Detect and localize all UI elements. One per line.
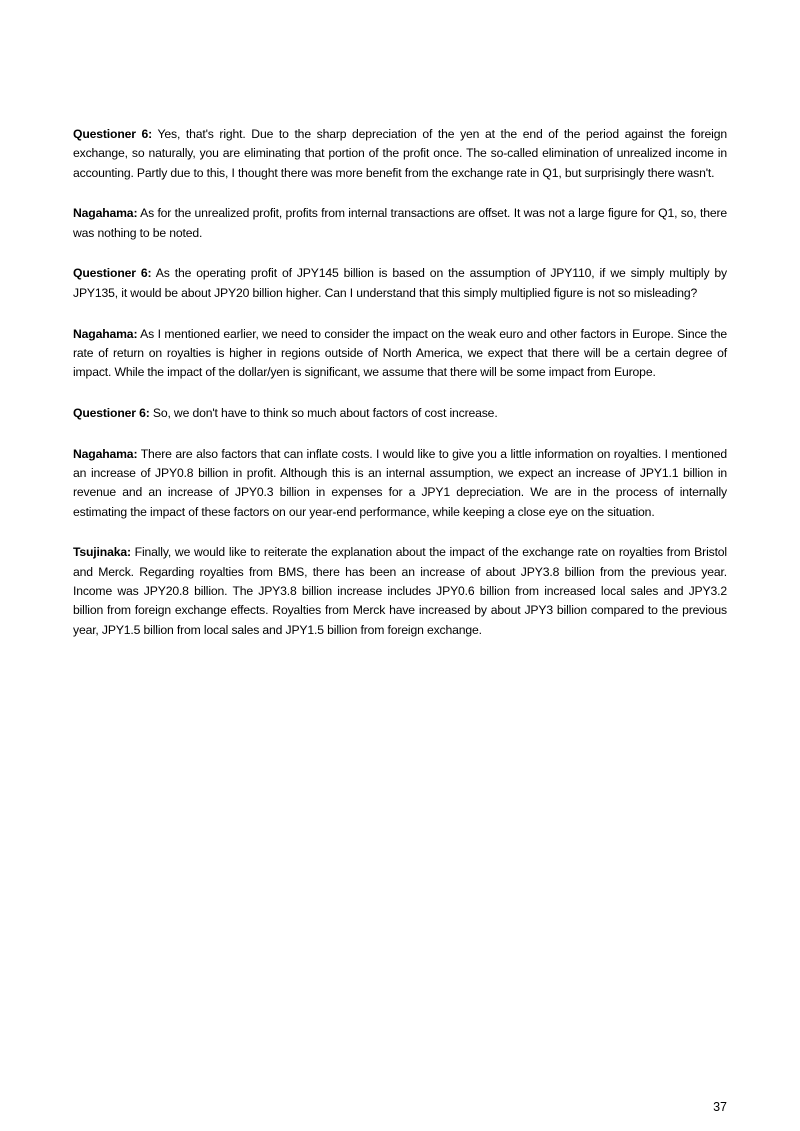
transcript-paragraph <box>73 204 727 243</box>
speaker-label: Nagahama: <box>73 206 138 221</box>
paragraph-text: Yes, that's right. Due to the sharp depreciation of the yen at the end of the period against the foreign exchange, so naturally, you are eliminating that portion of the profit once. The so-called elimination of unrealized income in accounting. Partly due to this, I thought there was more benefit from the exchange rate in Q1, but surprisingly there wasn't. <box>73 127 727 180</box>
paragraph-text: There are also factors that can inflate costs. I would like to give you a little information on royalties. I mentioned an increase of JPY0.8 billion in profit. Although this is an internal assumption, we expect an increase of JPY1.1 billion in revenue and an increase of JPY0.3 billion in expenses for a JPY1 depreciation. We are in the process of internally estimating the impact of these factors on our year-end performance, while keeping a close eye on the situation. <box>73 446 727 519</box>
transcript-paragraph <box>73 325 727 383</box>
transcript-paragraph <box>73 543 727 639</box>
paragraph-text: As for the unrealized profit, profits from internal transactions are offset. It was not a large figure for Q1, so, there was nothing to be noted. <box>73 206 727 240</box>
transcript-paragraph <box>73 445 727 522</box>
paragraph-text: As the operating profit of JPY145 billion is based on the assumption of JPY110, if we simply multiply by JPY135, it would be about JPY20 billion higher. Can I understand that this simply multiplied figure is not so misleading? <box>73 266 728 300</box>
page-number: 37 <box>713 1100 727 1114</box>
speaker-label: Questioner 6: <box>73 405 150 420</box>
speaker-label: Nagahama: <box>73 446 138 461</box>
transcript-paragraph <box>73 264 727 303</box>
paragraph-text: Finally, we would like to reiterate the explanation about the impact of the exchange rate on royalties from Bristol and Merck. Regarding royalties from BMS, there has been an increase of about JPY3.8 billion from the previous year. Income was JPY20.8 billion. The JPY3.8 billion increase includes JPY0.6 billion from increased local sales and JPY3.2 billion from foreign exchange effects. Royalties from Merck have increased by about JPY3 billion compared to the previous year, JPY1.5 billion from local sales and JPY1.5 billion from foreign exchange. <box>73 545 727 637</box>
paragraph-text: So, we don't have to think so much about factors of cost increase. <box>149 405 498 420</box>
paragraph-text: As I mentioned earlier, we need to consider the impact on the weak euro and other factors in Europe. Since the rate of return on royalties is higher in regions outside of North America, we expect that there will be a certain degree of impact. While the impact of the dollar/yen is significant, we assume that there will be some impact from Europe. <box>73 326 727 380</box>
transcript-paragraph <box>73 404 727 423</box>
speaker-label: Questioner 6: <box>73 266 152 281</box>
speaker-label: Tsujinaka: <box>73 545 131 560</box>
transcript-body <box>73 125 727 661</box>
speaker-label: Questioner 6: <box>73 127 153 141</box>
speaker-label: Nagahama: <box>73 326 138 341</box>
transcript-paragraph <box>73 125 727 183</box>
